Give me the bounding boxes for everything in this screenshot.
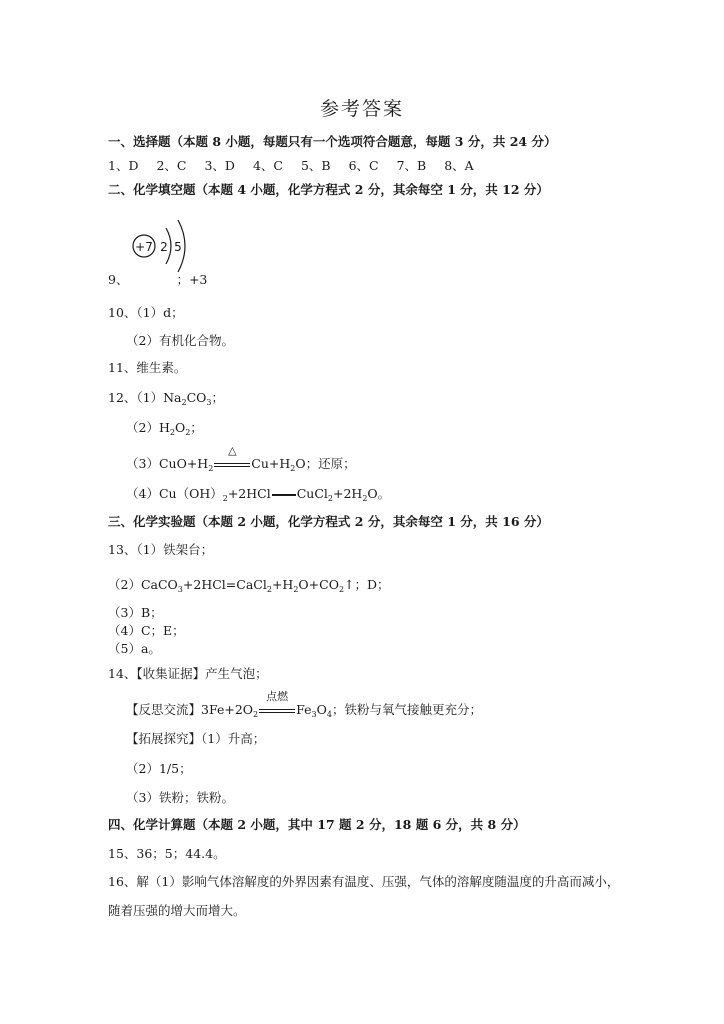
mc-answer: 5、B <box>300 158 331 173</box>
q12-part4: $(4)Cu(OH)_2+2HCl$ $CuCl_2+2H_2O$。 <box>126 486 391 503</box>
mc-answer: 3、D <box>204 158 235 173</box>
mc-answer: 8、A <box>444 158 474 173</box>
q14-reflection: 【反思交流】$3Fe+2O_2$ 点燃 $Fe_3O_4$；铁粉与氧气接触更充分； <box>126 690 482 719</box>
mc-answer: 1、D <box>108 158 139 173</box>
shell2-electrons: 5 <box>174 240 182 254</box>
shell1-electrons: 2 <box>160 240 168 254</box>
q14-part3: （3）铁粉；铁粉。 <box>126 790 234 805</box>
q14-collect-evidence: 14、【收集证据】产生气泡； <box>108 666 268 681</box>
q15-answer: 15、36；5；44.4。 <box>108 846 226 861</box>
q13-part2: $(2)CaCO_3+2HCl=CaCl_2+H_2O+CO_2↑$；D； <box>108 577 390 594</box>
q13-part5: （5）a。 <box>108 641 161 656</box>
atom-structure-diagram <box>126 216 196 280</box>
mc-answer: 6、C <box>348 158 379 173</box>
reaction-condition-ignite: 点燃 <box>258 702 296 718</box>
q10-part2: （2）有机化合物。 <box>126 333 234 348</box>
mc-answer: 4、C <box>252 158 283 173</box>
section4-heading: 四、化学计算题（本题 2 小题，其中 17 题 2 分，18 题 6 分，共 8 分） <box>108 817 526 832</box>
q12-part2: $(2)H_2O_2$； <box>126 420 203 437</box>
q14-extension: 【拓展探究】（1）升高； <box>126 731 266 746</box>
q13-part1: 13、（1）铁架台； <box>108 542 214 557</box>
q13-part4: （4）C；E； <box>108 623 185 638</box>
mc-answer: 7、B <box>396 158 427 173</box>
q12-part3: $(3)CuO+H_2$ △ $Cu+H_2O$；还原； <box>126 444 356 473</box>
nucleus-charge: +7 <box>135 240 153 254</box>
q13-part3: （3）B； <box>108 605 163 620</box>
q10-part1: 10、（1）d； <box>108 305 184 320</box>
q16-line2: 随着压强的增大而增大。 <box>108 903 246 918</box>
q9-answer: 9、 ；+3 <box>108 272 208 287</box>
reaction-condition-heat: △ <box>213 456 251 472</box>
mc-answer: 2、C <box>156 158 187 173</box>
reaction-arrow <box>272 494 296 496</box>
q14-part2: （2）1/5； <box>126 761 192 776</box>
section2-heading: 二、化学填空题（本题 4 小题，化学方程式 2 分，其余每空 1 分，共 12 分） <box>108 182 549 197</box>
section3-heading: 三、化学实验题（本题 2 小题，化学方程式 2 分，其余每空 1 分，共 16 分） <box>108 514 549 529</box>
mc-answers <box>108 158 488 174</box>
q12-part1: 12、$(1)Na_2CO_3$； <box>108 390 225 407</box>
page-title: 参考答案 <box>319 98 404 120</box>
q16-line1: 16、解（1）影响气体溶解度的外界因素有温度、压强，气体的溶解度随温度的升高而减小， <box>108 874 620 889</box>
q11-answer: 11、维生素。 <box>108 360 187 375</box>
section1-heading: 一、选择题（本题 8 小题，每题只有一个选项符合题意，每题 3 分，共 24 分） <box>108 134 557 149</box>
